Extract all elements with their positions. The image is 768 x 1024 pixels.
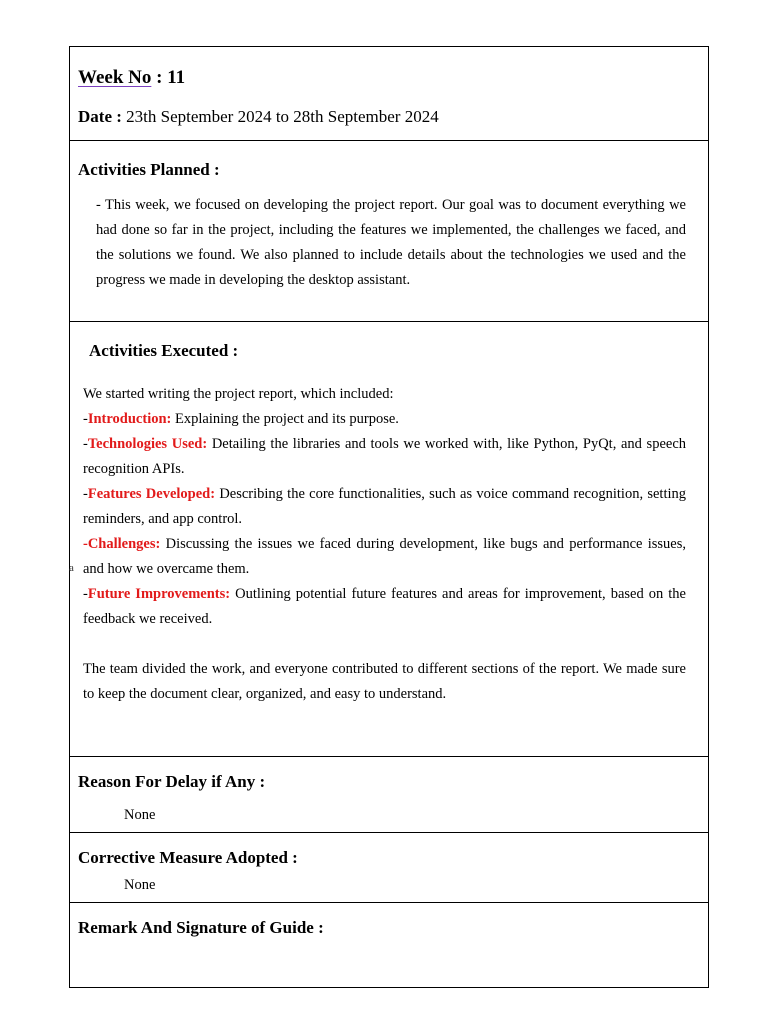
activities-executed-body	[83, 382, 686, 707]
remark-signature-section	[70, 903, 708, 987]
item-dash: -	[83, 436, 88, 452]
reason-for-delay-value: None	[124, 807, 156, 823]
corrective-measure-value: None	[124, 877, 156, 893]
activities-planned-heading: Activities Planned :	[78, 160, 220, 179]
date-line	[78, 107, 439, 127]
activities-executed-heading: Activities Executed :	[89, 341, 239, 360]
item-label: Features Developed:	[87, 486, 216, 502]
corrective-measure-section	[70, 833, 708, 903]
weekly-report-form	[69, 46, 709, 988]
list-item	[83, 407, 686, 432]
corrective-measure-heading: Corrective Measure Adopted :	[78, 848, 298, 867]
item-dash: -	[83, 411, 88, 427]
activities-planned-section	[70, 141, 708, 322]
item-text: Describing the core functionalities, such as voice command recognition, setting reminders, and app control.	[83, 486, 686, 527]
stray-mark: a	[69, 562, 74, 574]
reason-for-delay-section	[70, 757, 708, 833]
paragraph-gap	[83, 632, 686, 657]
item-text: Detailing the libraries and tools we worked with, like Python, PyQt, and speech recognition APIs.	[83, 436, 686, 477]
item-dash: -	[83, 486, 88, 502]
item-label: Future Improvements:	[87, 586, 231, 602]
week-separator: :	[151, 67, 168, 88]
item-text: Outlining potential future features and areas for improvement, based on the feedback we received.	[83, 586, 686, 627]
item-label: Introduction:	[87, 411, 172, 427]
item-dash: -	[83, 586, 88, 602]
item-label: Technologies Used:	[87, 436, 208, 452]
reason-for-delay-heading: Reason For Delay if Any :	[78, 772, 266, 791]
list-item	[83, 432, 686, 482]
date-value: 23th September 2024 to 28th September 2024	[126, 107, 439, 126]
date-label: Date :	[78, 107, 127, 126]
week-value: 11	[167, 67, 186, 88]
week-number	[78, 67, 185, 89]
week-label: Week No	[78, 67, 152, 88]
executed-intro: We started writing the project report, which included:	[83, 386, 394, 402]
remark-signature-heading: Remark And Signature of Guide :	[78, 918, 324, 937]
activities-executed-section	[70, 322, 708, 757]
list-item	[83, 532, 686, 582]
item-text: Explaining the project and its purpose.	[171, 411, 399, 427]
executed-closing: The team divided the work, and everyone contributed to different sections of the report. We made sure to keep the document clear, organized, and easy to understand.	[83, 661, 686, 702]
list-item	[83, 582, 686, 632]
item-label: -Challenges:	[83, 536, 161, 552]
item-text: Discussing the issues we faced during development, like bugs and performance issues, and how we overcame them.	[83, 536, 686, 577]
week-section	[70, 47, 708, 141]
activities-planned-text: - This week, we focused on developing the project report. Our goal was to document everything we had done so far in the project, including the features we implemented, the challenges we faced, and the solutions we found. We also planned to include details about the technologies we used and the progress we made in developing the desktop assistant.	[96, 197, 686, 288]
list-item	[83, 482, 686, 532]
